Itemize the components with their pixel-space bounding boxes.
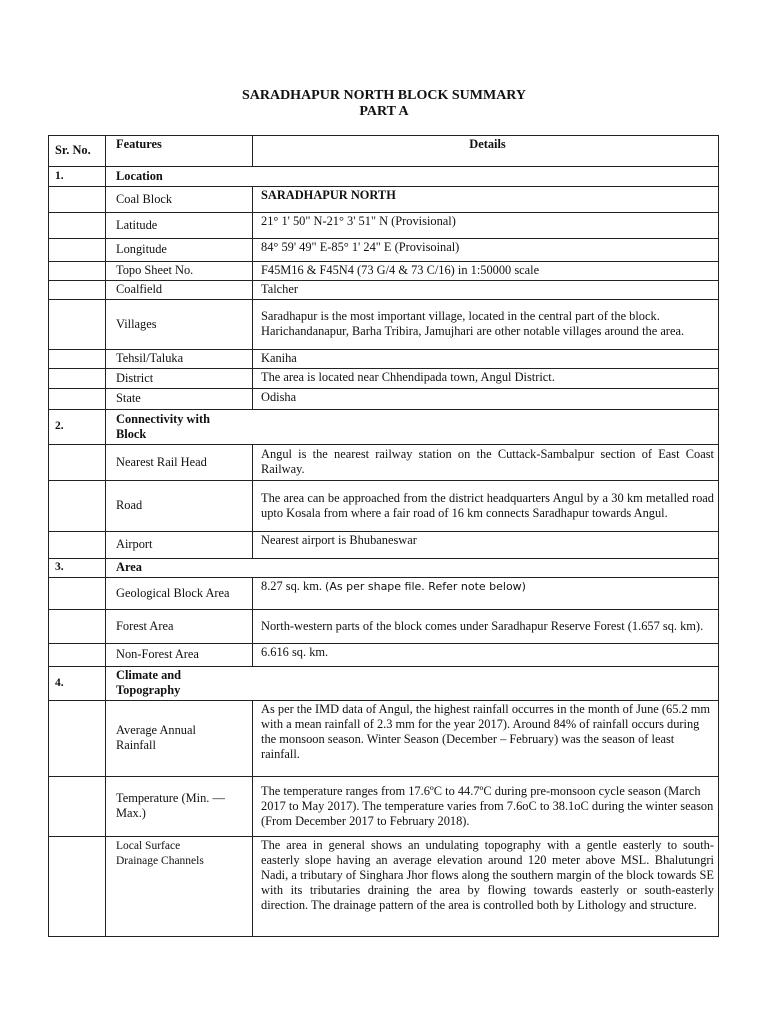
table-row (49, 350, 719, 369)
detail-cell (253, 578, 719, 610)
sr-cell (49, 532, 106, 559)
document-subtitle: PART A (359, 104, 409, 119)
sr-cell (49, 262, 106, 281)
header-details: Details (253, 136, 719, 167)
feature-cell: Coalfield (106, 281, 253, 300)
section-row (49, 559, 719, 578)
section-title: Location (106, 167, 719, 187)
table-row (49, 300, 719, 350)
table-row (49, 389, 719, 410)
sr-cell (49, 777, 106, 837)
sr-cell (49, 837, 106, 937)
sr-cell (49, 644, 106, 667)
section-number: 4. (49, 667, 106, 701)
section-number: 1. (49, 167, 106, 187)
detail-cell: Nearest airport is Bhubaneswar (253, 532, 719, 559)
feature-cell: Latitude (106, 213, 253, 239)
table-row (49, 369, 719, 389)
sr-cell (49, 281, 106, 300)
feature-cell: Temperature (Min. — Max.) (106, 777, 253, 837)
detail-cell: 84° 59' 49" E-85° 1' 24" E (Provisoinal) (253, 239, 719, 262)
section-title: Connectivity with Block (106, 410, 719, 445)
feature-cell: Tehsil/Taluka (106, 350, 253, 369)
section-row (49, 410, 719, 445)
feature-cell: Airport (106, 532, 253, 559)
geo-area-note: (As per shape file. Refer note below) (325, 580, 526, 593)
detail-cell: As per the IMD data of Angul, the highest rainfall occurres in the month of June (65.2 mm with a mean rainfall of 2.3 mm for the year 2017). Around 84% of rainfall occurs during the monsoon season. Winter Season (December – February) was the season of least rainfall. (253, 701, 719, 777)
feature-cell: Villages (106, 300, 253, 350)
geo-area-value: 8.27 sq. km. (261, 579, 322, 593)
table-row (49, 445, 719, 481)
header-features: Features (106, 136, 253, 167)
section-number: 3. (49, 559, 106, 578)
feature-cell: Topo Sheet No. (106, 262, 253, 281)
sr-cell (49, 445, 106, 481)
detail-cell: Talcher (253, 281, 719, 300)
table-row (49, 213, 719, 239)
table-row (49, 532, 719, 559)
table-row (49, 239, 719, 262)
detail-cell: Odisha (253, 389, 719, 410)
feature-cell: Longitude (106, 239, 253, 262)
sr-cell (49, 610, 106, 644)
detail-cell: 21° 1' 50" N-21° 3' 51" N (Provisional) (253, 213, 719, 239)
detail-cell: The area is located near Chhendipada town, Angul District. (253, 369, 719, 389)
table-row (49, 610, 719, 644)
detail-cell: Angul is the nearest railway station on the Cuttack-Sambalpur section of East Coast Railway. (253, 445, 719, 481)
sr-cell (49, 481, 106, 532)
detail-cell: The area in general shows an undulating topography with a gentle easterly to south-easterly slope having an average elevation around 120 meter above MSL. Bhalutungri Nadi, a tributary of Singhara Jhor flows along the southern margin of the block towards SE with its tributaries draining the area by flowing towards easterly or south-easterly direction. The drainage pattern of the area is controlled both by Lithology and structure. (253, 837, 719, 937)
feature-cell: State (106, 389, 253, 410)
table-row (49, 281, 719, 300)
detail-cell: Kaniha (253, 350, 719, 369)
detail-cell: The temperature ranges from 17.6ºC to 44.7ºC during pre-monsoon cycle season (March 2017 to May 2017). The temperature varies from 7.6oC to 38.1oC during the winter season (From December 2017 to February 2018). (253, 777, 719, 837)
feature-cell: Forest Area (106, 610, 253, 644)
sr-cell (49, 300, 106, 350)
detail-cell: The area can be approached from the district headquarters Angul by a 30 km metalled road upto Kosala from where a fair road of 16 km connects Saradhapur towards Angul. (253, 481, 719, 532)
table-row (49, 777, 719, 837)
sr-cell (49, 239, 106, 262)
sr-cell (49, 578, 106, 610)
feature-cell: Non-Forest Area (106, 644, 253, 667)
sr-cell (49, 701, 106, 777)
section-title: Area (106, 559, 719, 578)
sr-cell (49, 213, 106, 239)
table-header-row (49, 136, 719, 167)
section-title: Climate and Topography (106, 667, 719, 701)
table-row (49, 701, 719, 777)
sr-cell (49, 350, 106, 369)
table-row (49, 837, 719, 937)
table-row (49, 262, 719, 281)
feature-cell: Geological Block Area (106, 578, 253, 610)
sr-cell (49, 187, 106, 213)
section-row (49, 167, 719, 187)
feature-cell: Nearest Rail Head (106, 445, 253, 481)
table-row (49, 187, 719, 213)
detail-cell: SARADHAPUR NORTH (253, 187, 719, 213)
table-row (49, 481, 719, 532)
section-number: 2. (49, 410, 106, 445)
detail-cell: North-western parts of the block comes under Saradhapur Reserve Forest (1.657 sq. km). (253, 610, 719, 644)
feature-cell: Local Surface Drainage Channels (106, 837, 253, 937)
detail-cell: 6.616 sq. km. (253, 644, 719, 667)
section-row (49, 667, 719, 701)
header-sr-no: Sr. No. (49, 136, 106, 167)
detail-cell: Saradhapur is the most important village, located in the central part of the block. Harichandanapur, Barha Tribira, Jamujhari are other notable villages around the area. (253, 300, 719, 350)
feature-cell: Coal Block (106, 187, 253, 213)
feature-cell: Road (106, 481, 253, 532)
feature-cell: District (106, 369, 253, 389)
detail-cell: F45M16 & F45N4 (73 G/4 & 73 C/16) in 1:50000 scale (253, 262, 719, 281)
document-title: SARADHAPUR NORTH BLOCK SUMMARY (241, 88, 527, 103)
sr-cell (49, 389, 106, 410)
table-row (49, 578, 719, 610)
block-summary-table (48, 135, 719, 937)
feature-cell: Average Annual Rainfall (106, 701, 253, 777)
sr-cell (49, 369, 106, 389)
table-row (49, 644, 719, 667)
